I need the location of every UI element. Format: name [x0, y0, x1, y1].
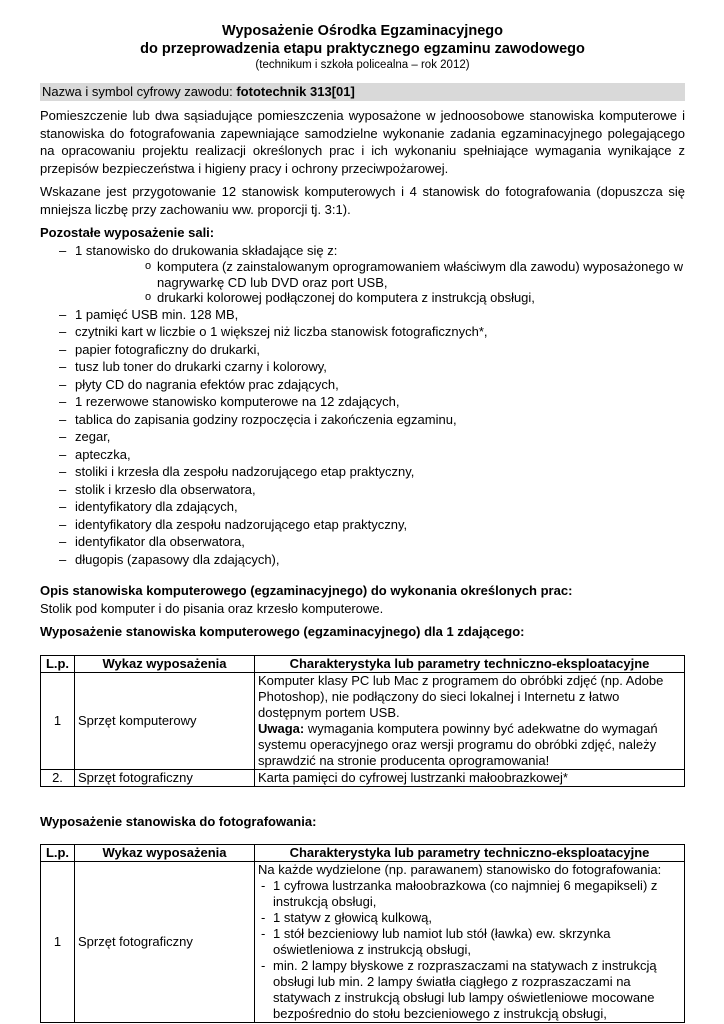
list-item: – papier fotograficzny do drukarki,	[40, 341, 685, 359]
table-header-row	[41, 845, 685, 862]
list-item: - 1 stół bezcieniowy lub namiot lub stół (ławka) ew. skrzynka oświetleniowa z instrukcją obsługi,	[258, 926, 681, 958]
note-label: Uwaga:	[258, 720, 305, 736]
list-item: – 1 rezerwowe stanowisko komputerowe na 12 zdających,	[40, 393, 685, 411]
cell-lp: 1	[41, 862, 75, 1023]
cell-lp: 1	[41, 672, 75, 769]
column-header-characteristics: Charakterystyka lub parametry techniczno-eksploatacyjne	[255, 845, 685, 862]
sub-list	[75, 259, 685, 306]
list-item	[40, 242, 685, 306]
cell-characteristics	[255, 672, 685, 769]
document-subtitle: (technikum i szkoła policealna – rok 2012)	[255, 59, 470, 71]
cell-equipment: Sprzęt fotograficzny	[75, 862, 255, 1023]
computer-station-description: Stolik pod komputer i do pisania oraz krzesło komputerowe.	[40, 600, 384, 616]
cell-equipment: Sprzęt komputerowy	[75, 672, 255, 769]
computer-equipment-table	[40, 655, 685, 787]
list-item: – apteczka,	[40, 446, 685, 464]
list-item: – czytniki kart w liczbie o 1 większej niż liczba stanowisk fotograficznych*,	[40, 323, 685, 341]
list-item: – długopis (zapasowy dla zdających),	[40, 551, 685, 569]
table-header-row	[41, 655, 685, 672]
cell-characteristics: Karta pamięci do cyfrowej lustrzanki małoobrazkowej*	[255, 769, 685, 786]
cell-characteristics	[255, 862, 685, 1023]
cell-equipment: Sprzęt fotograficzny	[75, 769, 255, 786]
photo-table-heading: Wyposażenie stanowiska do fotografowania:	[40, 813, 317, 829]
table-row	[41, 862, 685, 1023]
table-row	[41, 672, 685, 769]
list-item-text: 1 stanowisko do drukowania składające się z:	[75, 242, 338, 258]
cell-lp: 2.	[41, 769, 75, 786]
list-item: – identyfikator dla obserwatora,	[40, 533, 685, 551]
profession-label: Nazwa i symbol cyfrowy zawodu:	[42, 84, 237, 99]
list-item: – płyty CD do nagrania efektów prac zdających,	[40, 376, 685, 394]
computer-station-heading: Opis stanowiska komputerowego (egzaminacyjnego) do wykonania określonych prac:	[40, 583, 573, 598]
list-item: – tablica do zapisania godziny rozpoczęcia i zakończenia egzaminu,	[40, 411, 685, 429]
sub-list-item: o komputera (z zainstalowanym oprogramowaniem właściwym dla zawodu) wyposażonego w nagrywarkę CD lub DVD oraz port USB,	[75, 259, 685, 290]
list-item: – identyfikatory dla zespołu nadzorującego etap praktyczny,	[40, 516, 685, 534]
characteristics-intro: Na każde wydzielone (np. parawanem) stanowisko do fotografowania:	[258, 862, 662, 877]
sub-list-item: o drukarki kolorowej podłączonej do komputera z instrukcją obsługi,	[75, 290, 685, 306]
list-item: – stolik i krzesło dla obserwatora,	[40, 481, 685, 499]
document-title-line2: do przeprowadzenia etapu praktycznego egzaminu zawodowego	[140, 41, 585, 57]
photo-equipment-list	[258, 878, 681, 1022]
profession-bar	[40, 83, 685, 101]
column-header-lp: L.p.	[41, 845, 75, 862]
table-row	[41, 769, 685, 786]
note-text: wymagania komputera powinny być adekwatne do wymagań systemu operacyjnego oraz wersji programu do obróbki zdjęć, należy sprawdzić na stronie producenta oprogramowania!	[258, 720, 658, 768]
list-item: - 1 cyfrowa lustrzanka małoobrazkowa (co najmniej 6 megapikseli) z instrukcją obsługi,	[258, 878, 681, 910]
list-item: – 1 pamięć USB min. 128 MB,	[40, 306, 685, 324]
characteristics-text: Komputer klasy PC lub Mac z programem do obróbki zdjęć (np. Adobe Photoshop), nie podłączony do sieci lokalnej i Internetu z łatwo dostępnym portem USB.	[258, 672, 664, 720]
photo-equipment-table	[40, 844, 685, 1023]
list-item: – stoliki i krzesła dla zespołu nadzorującego etap praktyczny,	[40, 463, 685, 481]
intro-paragraph-1: Pomieszczenie lub dwa sąsiadujące pomieszczenia wyposażone w jednoosobowe stanowiska komputerowe i stanowiska do fotografowania zapewniające samodzielne wykonanie zadania egzaminacyjnego polegającego na opracowaniu projektu realizacji określonych prac i ich wykonaniu spełniające wymagania wynikające z przepisów bezpieczeństwa i higieny pracy i ochrony przeciwpożarowej.	[40, 108, 685, 176]
list-item: – zegar,	[40, 428, 685, 446]
column-header-lp: L.p.	[41, 655, 75, 672]
column-header-equipment: Wykaz wyposażenia	[75, 655, 255, 672]
list-item: - 1 statyw z głowicą kulkową,	[258, 910, 681, 926]
column-header-characteristics: Charakterystyka lub parametry techniczno-eksploatacyjne	[255, 655, 685, 672]
computer-table-heading: Wyposażenie stanowiska komputerowego (egzaminacyjnego) dla 1 zdającego:	[40, 624, 525, 639]
list-item: - min. 2 lampy błyskowe z rozpraszaczami na statywach z instrukcją obsługi lub min. 2 lampy światła ciągłego z rozpraszaczami na statywach z instrukcją obsługi lub lampy oświetleniowe mocowane bezpośrednio do stołu bezcieniowego z instrukcją obsługi,	[258, 958, 681, 1022]
document-page	[40, 22, 685, 1023]
other-equipment-heading: Pozostałe wyposażenie sali:	[40, 225, 215, 240]
profession-value: fototechnik 313[01]	[236, 84, 355, 99]
other-equipment-list	[40, 242, 685, 569]
column-header-equipment: Wykaz wyposażenia	[75, 845, 255, 862]
list-item: – identyfikatory dla zdających,	[40, 498, 685, 516]
intro-paragraph-2: Wskazane jest przygotowanie 12 stanowisk komputerowych i 4 stanowisk do fotografowania (dopuszcza się mniejsza liczbę przy zachowaniu ww. proporcji tj. 3:1).	[40, 184, 685, 217]
document-title-line1: Wyposażenie Ośrodka Egzaminacyjnego	[222, 23, 503, 39]
list-item: – tusz lub toner do drukarki czarny i kolorowy,	[40, 358, 685, 376]
